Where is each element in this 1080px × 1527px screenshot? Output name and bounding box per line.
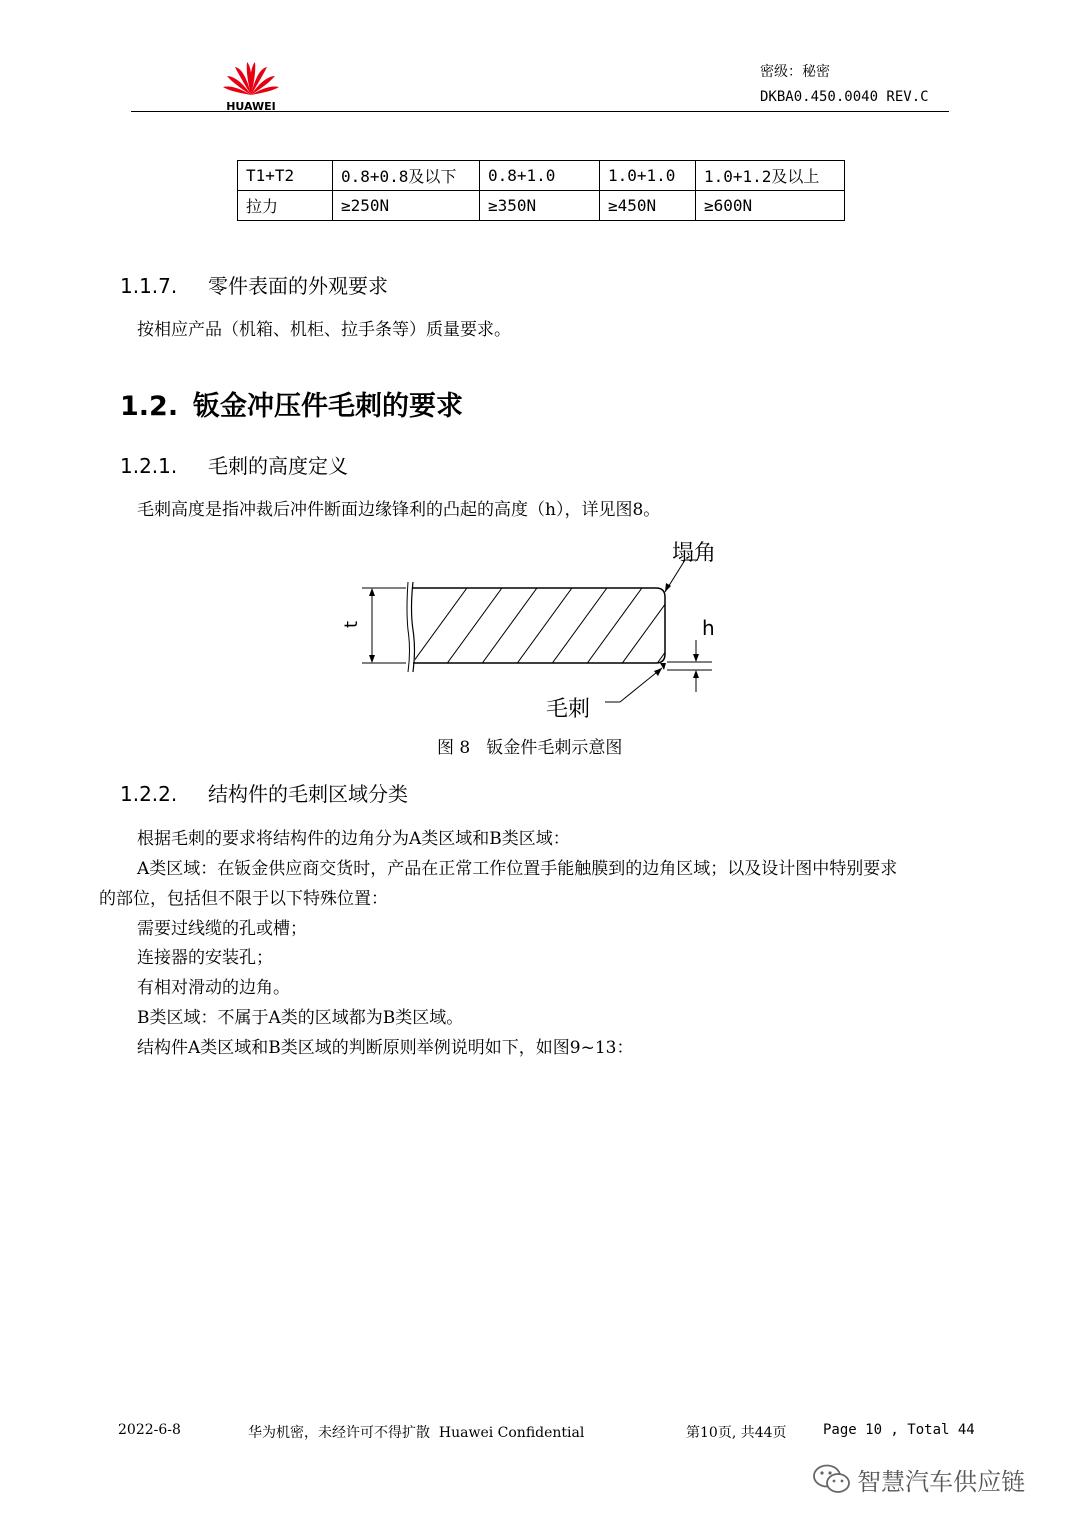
table-cell: 1.0+1.2及以上	[696, 161, 845, 191]
label-t: t	[341, 620, 363, 629]
list-item: 需要过线缆的孔或槽；	[137, 919, 307, 939]
table-cell: ≥250N	[333, 191, 480, 221]
heading-number: 1.2.1.	[120, 454, 178, 478]
heading-title: 毛刺的高度定义	[208, 454, 348, 478]
heading-number: 1.2.	[120, 391, 179, 422]
heading-1-2	[120, 384, 463, 423]
table-row	[238, 161, 845, 191]
table-row	[238, 191, 845, 221]
paragraph: B类区域：不属于A类的区域都为B类区域。	[137, 1008, 464, 1028]
table-cell: ≥350N	[480, 191, 600, 221]
paragraph: 结构件A类区域和B类区域的判断原则举例说明如下，如图9~13：	[137, 1038, 634, 1058]
paragraph: 根据毛刺的要求将结构件的边角分为A类区域和B类区域：	[137, 829, 570, 849]
paragraph: 按相应产品（机箱、机柜、拉手条等）质量要求。	[137, 320, 511, 340]
wechat-icon	[812, 1463, 852, 1497]
tension-table	[237, 160, 845, 221]
list-item: 有相对滑动的边角。	[137, 978, 290, 998]
heading-number: 1.1.7.	[120, 274, 178, 298]
logo-text: HUAWEI	[226, 100, 276, 113]
heading-1-1-7	[120, 270, 388, 299]
heading-title: 零件表面的外观要求	[208, 274, 388, 298]
footer-date: 2022-6-8	[118, 1422, 181, 1438]
heading-1-2-2	[120, 778, 408, 807]
footer-page-en: Page 10 , Total 44	[823, 1422, 975, 1438]
paragraph: 毛刺高度是指冲裁后冲件断面边缘锋利的凸起的高度（h），详见图8。	[137, 500, 661, 520]
label-burr: 毛刺	[546, 697, 591, 722]
paragraph: A类区域：在钣金供应商交货时，产品在正常工作位置手能触膜到的边角区域；以及设计图中特别要求	[137, 859, 898, 879]
document-id: DKBA0.450.0040 REV.C	[760, 89, 929, 105]
footer-confidential: 华为机密，未经许可不得扩散 Huawei Confidential	[248, 1425, 585, 1441]
footer-page-cn: 第10页, 共44页	[686, 1425, 787, 1441]
label-corner-collapse: 塌角	[672, 541, 717, 566]
figure-caption: 图 8 钣金件毛刺示意图	[437, 738, 623, 758]
table-cell: 0.8+1.0	[480, 161, 600, 191]
heading-title: 结构件的毛刺区域分类	[208, 782, 408, 806]
paragraph: 的部位，包括但不限于以下特殊位置：	[99, 889, 388, 909]
watermark	[812, 1462, 1025, 1497]
table-cell: T1+T2	[238, 161, 333, 191]
table-cell: 1.0+1.0	[600, 161, 696, 191]
classification-label: 密级：秘密	[760, 64, 830, 80]
label-h: h	[702, 616, 715, 640]
huawei-petals-icon	[218, 57, 284, 97]
huawei-logo	[218, 57, 284, 113]
watermark-text: 智慧汽车供应链	[857, 1468, 1026, 1496]
table-cell: 0.8+0.8及以下	[333, 161, 480, 191]
heading-title: 钣金冲压件毛刺的要求	[193, 391, 463, 422]
heading-number: 1.2.2.	[120, 782, 178, 806]
list-item: 连接器的安装孔；	[137, 948, 273, 968]
table-cell: 拉力	[238, 191, 333, 221]
header-divider	[131, 111, 949, 112]
table-cell: ≥600N	[696, 191, 845, 221]
table-cell: ≥450N	[600, 191, 696, 221]
heading-1-2-1	[120, 450, 348, 479]
